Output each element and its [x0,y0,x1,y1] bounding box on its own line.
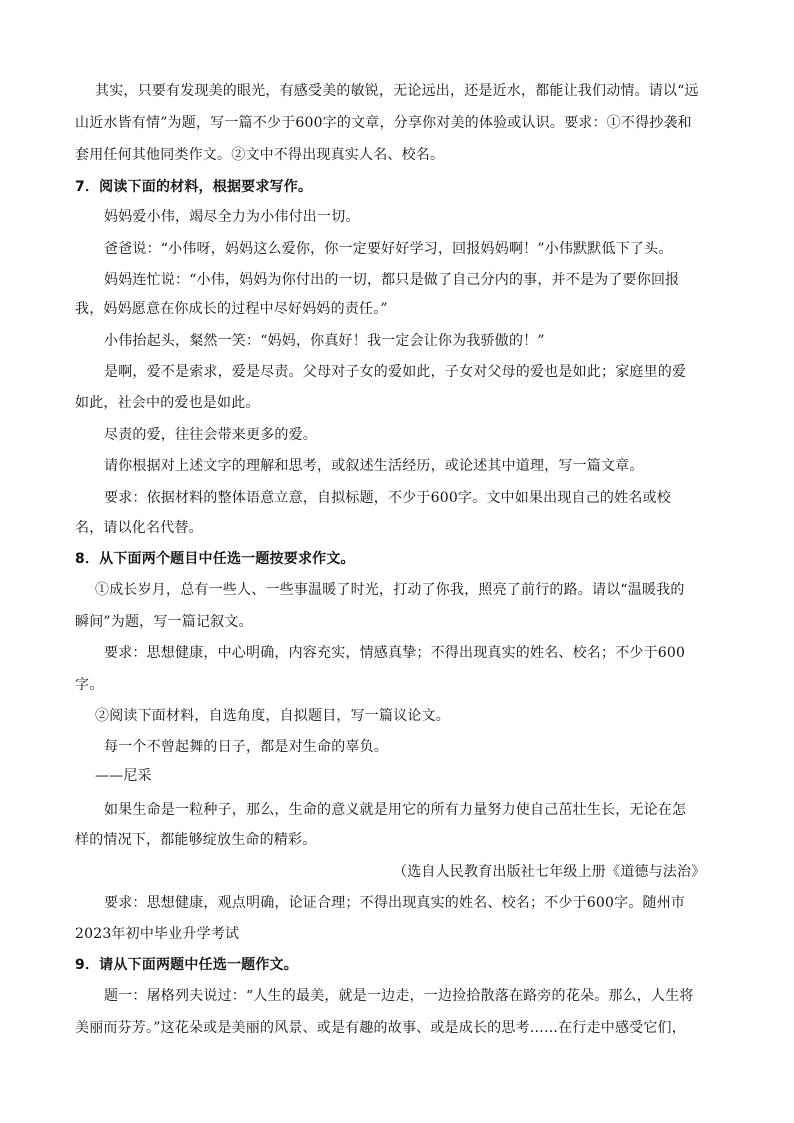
paragraph-line: 山近水皆有情”为题，写一篇不少于600字的文章，分享你对美的体验或认识。要求：①不得抄袭和 [75,115,692,131]
paragraph-line: 请你根据对上述文字的理解和思考，或叙述生活经历，或论述其中道理，写一篇文章。 [104,458,644,474]
paragraph-line: 尽责的爱，往往会带来更多的爱。 [104,427,317,443]
question-heading-7: 7．阅读下面的材料，根据要求写作。 [75,179,313,195]
paragraph-line: ①成长岁月，总有一些人、一些事温暖了时光，打动了你我，照亮了前行的路。请以“温暖我的 [95,582,685,598]
paragraph-line: 如果生命是一粒种子，那么，生命的意义就是用它的所有力量努力使自己茁壮生长，无论在怎 [104,802,687,818]
paragraph-line: 美丽而芬芳。”这花朵或是美丽的风景、或是有趣的故事、或是成长的思考……在行走中感受它们， [75,1020,686,1036]
paragraph-line: 要求：思想健康，观点明确，论证合理；不得出现真实的姓名、校名；不少于600字。随州市 [104,895,686,911]
paragraph-line: 要求：思想健康，中心明确，内容充实，情感真挚；不得出现真实的姓名、校名；不少于600 [104,645,686,661]
paragraph-line: 要求：依据材料的整体语意立意，自拟标题，不少于600字。文中如果出现自己的姓名或校 [104,490,671,506]
paragraph-line: 字。 [75,677,104,693]
paragraph-line: 其实，只要有发现美的眼光，有感受美的敏锐，无论远出，还是近水，都能让我们动情。请以“远 [95,83,699,99]
paragraph-line: ②阅读下面材料，自选角度，自拟题目，写一篇议论文。 [95,708,450,724]
paragraph-line: 瞬间”为题，写一篇记叙文。 [75,614,253,630]
exam-title-line: 2023年初中毕业升学考试 [75,926,240,942]
paragraph-line: 我，妈妈愿意在你成长的过程中尽好妈妈的责任。” [75,301,388,317]
paragraph-line: 套用任何其他同类作文。②文中不得出现真实人名、校名。 [75,147,445,163]
paragraph-line: 是啊，爱不是索求，爱是尽责。父母对子女的爱如此，子女对父母的爱也是如此；家庭里的爱 [104,364,687,380]
quote-line: 每一个不曾起舞的日子，都是对生命的辜负。 [104,739,388,755]
question-heading-8: 8．从下面两个题目中任选一题按要求作文。 [75,551,355,567]
paragraph-line: 样的情况下，都能够绽放生命的精彩。 [75,832,317,848]
paragraph-line: 爸爸说：“小伟呀，妈妈这么爱你，你一定要好好学习，回报妈妈啊！”小伟默默低下了头。 [104,241,673,257]
question-heading-9: 9．请从下面两题中任选一题作文。 [75,957,298,973]
paragraph-line: 题一：屠格列夫说过：“人生的最美，就是一边走，一边捡拾散落在路旁的花朵。那么，人生将 [104,988,694,1004]
paragraph-line: 妈妈爱小伟，竭尽全力为小伟付出一切。 [104,209,360,225]
quote-attribution: ——尼采 [95,768,152,784]
paragraph-line: 如此，社会中的爱也是如此。 [75,395,260,411]
source-note: （选自人民教育出版社七年级上册《道德与法治》 [393,864,706,880]
paragraph-line: 妈妈连忙说：“小伟，妈妈为你付出的一切，都只是做了自己分内的事，并不是为了要你回报 [104,272,680,288]
paragraph-line: 小伟抬起头，粲然一笑：“妈妈，你真好！我一定会让你为我骄傲的！” [104,333,545,349]
paragraph-line: 名，请以化名代替。 [75,520,203,536]
